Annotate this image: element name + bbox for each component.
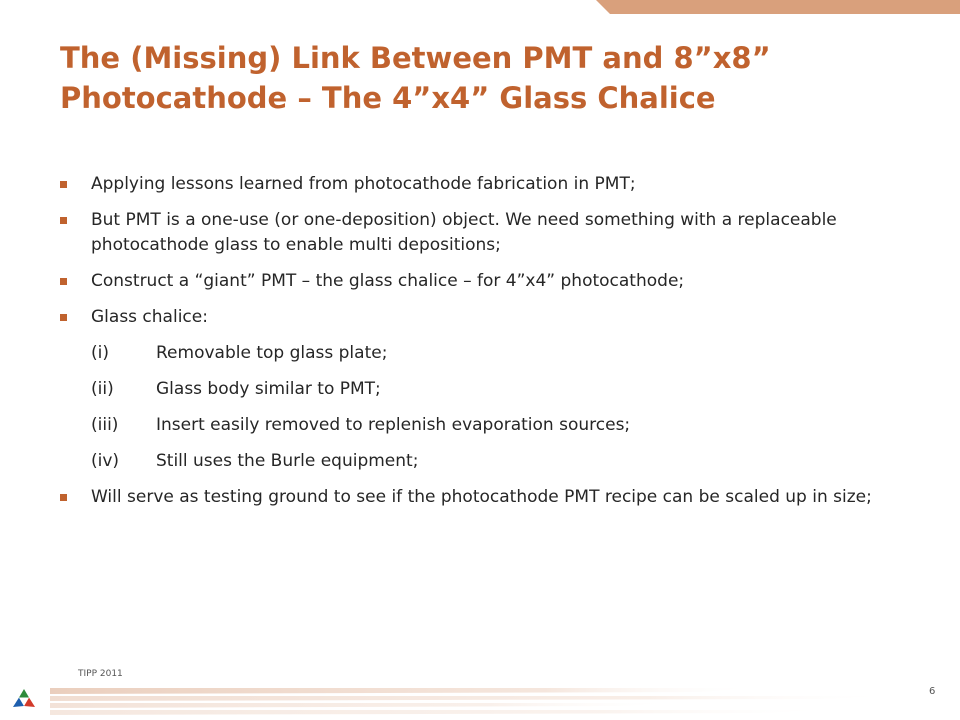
sub-item-text: Glass body similar to PMT; (156, 379, 381, 399)
bullet-square-icon (60, 181, 67, 188)
bullet-text: Glass chalice: (91, 307, 208, 327)
page-number: 6 (929, 686, 936, 697)
bullet-item (60, 305, 910, 330)
sub-item-number: (ii) (91, 379, 114, 399)
sub-item-number: (iv) (91, 451, 120, 471)
bullet-item (60, 208, 910, 258)
top-accent-bar (596, 0, 960, 14)
sub-item-number: (iii) (91, 415, 119, 435)
sub-item (91, 377, 910, 402)
bullet-text: Will serve as testing ground to see if the photocathode PMT recipe can be scaled up in size; (91, 487, 872, 507)
slide-body (60, 172, 910, 521)
footer-conference-label: TIPP 2011 (78, 669, 123, 679)
bullet-square-icon (60, 278, 67, 285)
bullet-text: Construct a “giant” PMT – the glass chalice – for 4”x4” photocathode; (91, 271, 685, 291)
sub-item-number: (i) (91, 343, 109, 363)
sub-item-text: Still uses the Burle equipment; (156, 451, 419, 471)
sub-item (91, 413, 910, 438)
title-line-1: The (Missing) Link Between PMT and 8”x8” (60, 41, 771, 75)
bullet-item (60, 269, 910, 294)
bullet-item (60, 172, 910, 197)
bullet-square-icon (60, 494, 67, 501)
bullet-text: Applying lessons learned from photocathode fabrication in PMT; (91, 174, 636, 194)
bullet-item (60, 485, 910, 510)
sub-item (91, 341, 910, 366)
bullet-square-icon (60, 217, 67, 224)
bullet-text: But PMT is a one-use (or one-deposition) object. We need something with a replaceable photocathode glass to enable multi depositions; (91, 210, 837, 255)
title-line-2: Photocathode – The 4”x4” Glass Chalice (60, 81, 716, 115)
argonne-triangle-logo-icon (12, 688, 36, 708)
footer-decoration (0, 682, 960, 720)
slide-title (60, 38, 910, 118)
bullet-square-icon (60, 314, 67, 321)
sub-item (91, 449, 910, 474)
sub-item-text: Insert easily removed to replenish evaporation sources; (156, 415, 631, 435)
sub-item-text: Removable top glass plate; (156, 343, 388, 363)
